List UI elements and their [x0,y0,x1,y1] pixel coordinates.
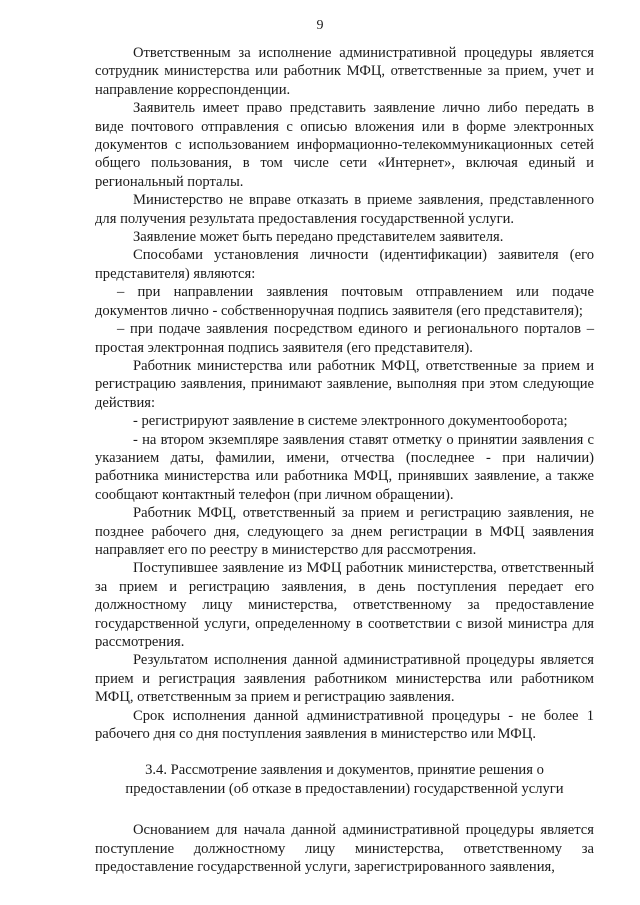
paragraph: – при подаче заявления посредством единого и регионального порталов – простая электронная подпись заявителя (его представителя). [95,321,594,356]
paragraph: Заявление может быть передано представителем заявителя. [133,229,504,246]
section-heading [95,761,594,799]
paragraph: Результатом исполнения данной административной процедуры является прием и регистрация заявления работником министерства или работником МФЦ, ответственным за прием и регистрацию заявления. [95,652,594,706]
paragraph: Способами установления личности (идентификации) заявителя (его представителя) являются: [95,247,594,282]
paragraphs-top [95,44,594,743]
paragraph: Срок исполнения данной административной процедуры - не более 1 рабочего дня со дня поступления заявления в министерство или МФЦ. [95,707,594,743]
page-number: 9 [316,18,324,33]
paragraph: Работник министерства или работник МФЦ, ответственные за прием и регистрацию заявления, принимают заявление, выполняя при этом следующие действия: [95,357,594,411]
paragraph: Основанием для начала данной административной процедуры является поступление должностному лицу министерства, ответственному за предоставление государственной услуги, зарегистрированного заявления, [95,822,594,876]
paragraph: Заявитель имеет право представить заявление лично либо передать в виде почтового отправления с описью вложения или в форме электронных документов с использованием информационно-телекоммуникационных сетей общего пользования, в том числе сети «Интернет», включая единый и региональный порталы. [95,100,594,190]
paragraphs-bottom [95,821,594,876]
section-heading-line-1: 3.4. Рассмотрение заявления и документов, принятие решения о [145,762,544,779]
paragraph: - регистрируют заявление в системе электронного документооборота; [133,413,568,430]
paragraph: Работник МФЦ, ответственный за прием и регистрацию заявления, не позднее рабочего дня, следующего за днем регистрации в МФЦ заявления направляет его по реестру в министерство для рассмотрения. [95,505,594,558]
paragraph: – при направлении заявления почтовым отправлением или подаче документов лично - собственноручная подпись заявителя (его представителя); [95,284,594,319]
document-body [95,44,594,877]
paragraph: - на втором экземпляре заявления ставят отметку о принятии заявления с указанием даты, фамилии, имени, отчества (последнее - при наличии) работника министерства или работника МФЦ, принявших заявление, а также сообщают контактный телефон (при личном обращении). [95,431,594,503]
section-heading-line-2: предоставлении (об отказе в предоставлении) государственной услуги [125,781,564,798]
paragraph: Ответственным за исполнение административной процедуры является сотрудник министерства или работник МФЦ, ответственные за прием, учет и направление корреспонденции. [95,45,594,98]
paragraph: Министерство не вправе отказать в приеме заявления, представленного для получения результата предоставления государственной услуги. [95,192,594,227]
paragraph: Поступившее заявление из МФЦ работник министерства, ответственный за прием и регистрацию заявления, в день поступления передает его должностному лицу министерства, ответственному за предоставление государственной услуги, определенному в соответствии с визой министра для рассмотрения. [95,560,594,650]
